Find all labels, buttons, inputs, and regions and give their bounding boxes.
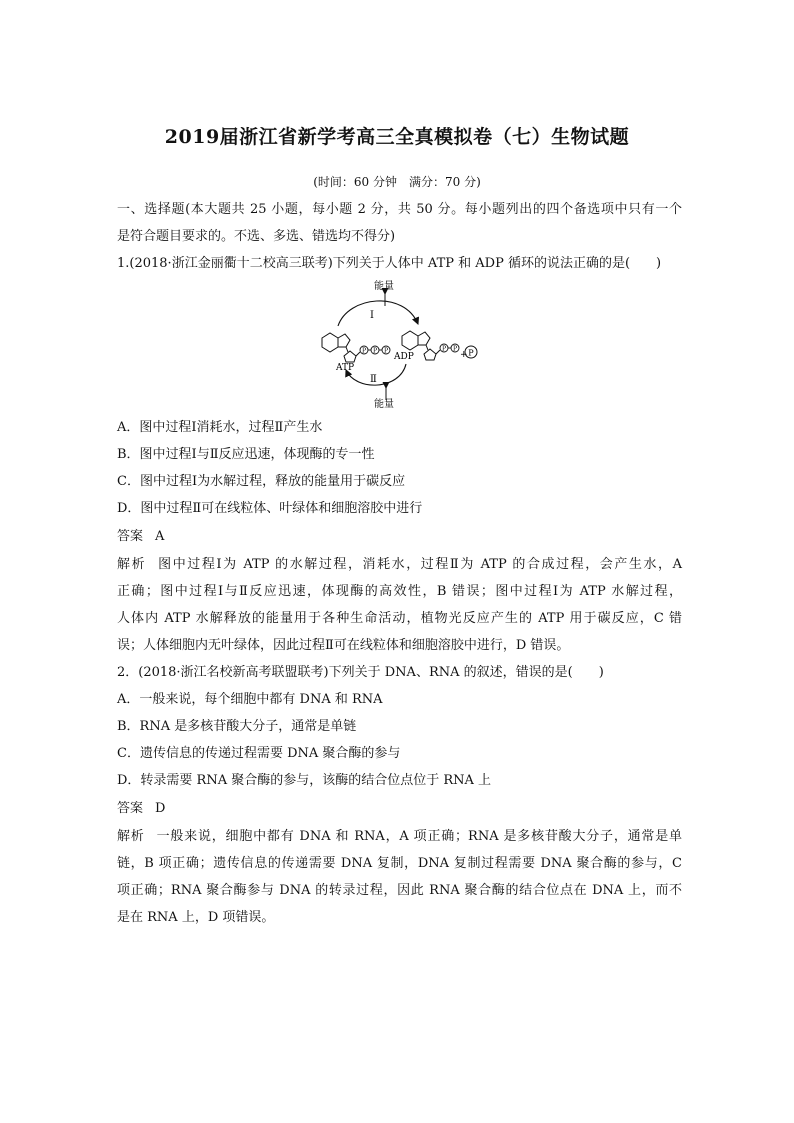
question-1-option-d: D．图中过程Ⅱ可在线粒体、叶绿体和细胞溶胶中进行 [117,501,423,516]
question-1-stem: 1.(2018·浙江金丽衢十二校高三联考)下列关于人体中 ATP 和 ADP 循环的说法正确的是( ) [117,256,662,271]
question-2-stem: 2．(2018·浙江名校新高考联盟联考)下列关于 DNA、RNA 的叙述，错误的是( ) [117,665,604,680]
section-instructions-line1: 一、选择题(本大题共 25 小题，每小题 2 分，共 50 分。每小题列出的四个备选项中只有一个 [117,202,682,217]
question-1-analysis-line1: 解析 图中过程Ⅰ为 ATP 的水解过程，消耗水，过程Ⅱ为 ATP 的合成过程，会产生水，A [117,557,682,572]
question-1-option-c: C．图中过程Ⅰ为水解过程，释放的能量用于碳反应 [117,474,406,489]
process-1-label: Ⅰ [370,310,374,321]
question-2-analysis-line4: 是在 RNA 上，D 项错误。 [117,910,275,925]
question-2-option-b: B．RNA 是多核苷酸大分子，通常是单链 [117,719,357,734]
exam-info: (时间：60 分钟 满分：70 分) [313,175,481,189]
question-1-answer [117,528,682,546]
analysis-label: 解析 [117,829,145,844]
process-2-label: Ⅱ [370,374,377,385]
adp-label: ADP [394,352,414,362]
answer-label: 答案 [117,529,144,544]
question-2-analysis-line1: 解析 一般来说，细胞中都有 DNA 和 RNA，A 项正确；RNA 是多核苷酸大分子，通常是单 [117,829,682,844]
svg-text:P: P [441,345,447,353]
process-1-arrow [338,301,418,326]
question-2-option-c: C．遗传信息的传递过程需要 DNA 聚合酶的参与 [117,746,401,761]
answer-label: 答案 [117,801,144,816]
svg-text:P: P [372,347,378,355]
section-instructions-line2: 是符合题目要求的。不选、多选、错选均不得分) [117,229,396,244]
page-title: 2019届浙江省新学考高三全真模拟卷（七）生物试题 [164,126,630,148]
svg-text:P: P [361,347,367,355]
question-1-analysis-line3: 人体内 ATP 水解释放的能量用于各种生命活动，植物光反应产生的 ATP 用于碳反应，C 错 [117,611,682,626]
question-2-option-a: A．一般来说，每个细胞中都有 DNA 和 RNA [117,692,383,707]
svg-text:P: P [383,347,389,355]
atp-molecule [322,333,390,373]
question-1-option-a: A．图中过程Ⅰ消耗水，过程Ⅱ产生水 [117,420,323,435]
energy-label-top: 能量 [374,281,394,292]
adp-molecule [393,331,459,362]
answer-value: A [155,529,165,544]
question-1-analysis-line4: 误；人体细胞内无叶绿体，因此过程Ⅱ可在线粒体和细胞溶胶中进行，D 错误。 [117,638,570,653]
plus-sign: + [460,350,468,360]
free-phosphate-label: P [468,348,474,358]
atp-adp-cycle-diagram [308,278,494,410]
energy-label-bottom: 能量 [374,399,394,410]
svg-text:P: P [452,345,458,353]
question-2-answer [117,800,682,818]
question-2-analysis-line2: 链，B 项正确；遗传信息的传递需要 DNA 复制，DNA 复制过程需要 DNA 聚合酶的参与，C [117,856,682,871]
question-2-analysis-line3: 项正确；RNA 聚合酶参与 DNA 的转录过程，因此 RNA 聚合酶的结合位点在 DNA 上，而不 [117,883,682,898]
question-1-option-b: B．图中过程Ⅰ与Ⅱ反应迅速，体现酶的专一性 [117,447,375,462]
question-2-option-d: D．转录需要 RNA 聚合酶的参与，该酶的结合位点位于 RNA 上 [117,773,492,788]
atp-label: ATP [336,363,355,373]
analysis-label: 解析 [117,557,147,572]
answer-value: D [155,801,166,816]
question-1-analysis-line2: 正确；图中过程Ⅰ与Ⅱ反应迅速，体现酶的高效性，B 错误；图中过程Ⅰ为 ATP 水解过程， [117,584,682,599]
